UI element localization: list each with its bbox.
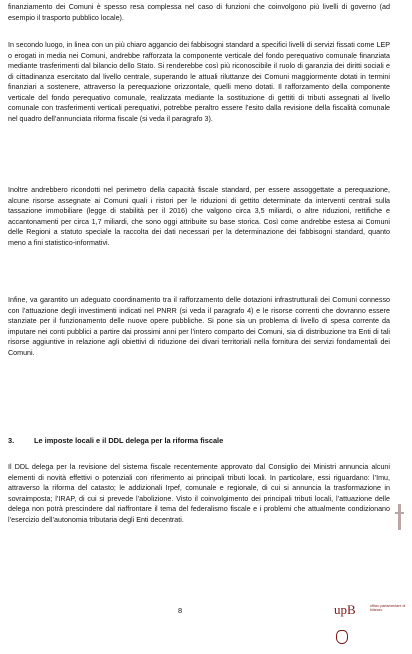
section-title: Le imposte locali e il DDL delega per la riforma fiscale — [34, 436, 224, 445]
paragraph-second-point: In secondo luogo, in linea con un più chiaro aggancio dei fabbisogni standard a specifici livelli di servizi fissati come LEP o erogati in media nei Comuni, andrebbe rafforzata la componente verticale del fondo perequativo comunale finanziata mediante trasferimenti dal bilancio dello Stato. Si renderebbe così più riconoscibile il ruolo di garanzia dei diritti sociali e di cittadinanza esercitato dal livello centrale, superando le attuali riluttanze dei Comuni maggiormente dotati in termini finanziari a sostenere, attraverso la perequazione orizzontale, quelli meno dotati. Il rafforzamento della componente verticale del fondo perequativo comunale, realizzata mediante la sostituzione di gettiti di tributi assegnati al livello comunale con trasferimenti verticali perequativi, potrebbe peraltro essere l’esito dalla revisione della fiscalità comunale nel quadro dell’annunciata riforma fiscale (si veda il paragrafo 3). — [8, 41, 390, 123]
paragraph-pnrr-coordination: Infine, va garantito un adeguato coordinamento tra il rafforzamento delle dotazioni infrastrutturali dei Comuni connesso con l’attuazione degli investimenti indicati nel PNRR (si veda il paragrafo 4) e le risorse correnti che dovranno essere stanziate per il funzionamento delle nuove opere pubbliche. Si pone sia un problema di livello di spesa corrente da imputare nei conti pubblici a partire dai prossimi anni per l’intero comparto dei Comuni, sia di distribuzione tra Enti di tali risorse aggiuntive in relazione agli obiettivi di riduzione dei divari territoriali nella fornitura dei servizi fondamentali dei Comuni. — [8, 296, 390, 357]
seal-icon — [336, 630, 348, 644]
section-number: 3. — [8, 436, 15, 445]
margin-logo-icon — [394, 502, 406, 532]
paragraph-intro-continued: finanziamento dei Comuni è spesso resa complessa nel caso di funzioni che coinvolgono più livelli di governo (ad esempio il trasporto pubblico locale). — [8, 3, 390, 22]
margin-logo — [394, 502, 406, 532]
paragraph-fiscal-capacity: Inoltre andrebbero ricondotti nel perimetro della capacità fiscale standard, per essere assoggettate a perequazione, alcune risorse assegnate ai Comuni quali i ristori per le riduzioni di gettito determinate da interventi centrali sulla tassazione immobiliare (legge di stabilità per il 2016) che valgono circa 3,5 miliardi, o altre riduzioni, rettifiche e accantonamenti per circa 1,7 miliardi, che sono oggi attribuite su base storica. Così come andrebbe estesa ai Comuni delle Regioni a statuto speciale la raccolta dei dati necessari per la determinazione dei fabbisogni standard, quanto meno a fini statistico-informativi. — [8, 186, 390, 247]
paragraph-ddl-delega: Il DDL delega per la revisione del sistema fiscale recentemente approvato dal Consiglio dei Ministri annuncia alcuni elementi di novità effettivi o potenziali con riferimento ai principali tributi locali. In particolare, essi riguardano: l’Imu, attraverso la riforma del catasto; le addizionali Irpef, comunale e regionale, di cui si annuncia la trasformazione in sovraimposta; l’IRAP, di cui si prevede l’abolizione. Visto il coinvolgimento dei principali tributi locali, l’attuazione delle delega non potrà prescindere dal riaffrontare il tema del federalismo fiscale e i problemi che attualmente condizionano l’esercizio dell’autonomia tributaria degli Enti decentrati. — [8, 463, 390, 524]
page-number: 8 — [177, 606, 183, 615]
upb-logo — [334, 600, 408, 626]
logo-text: ufficio parlamentare di bilancio — [370, 604, 406, 613]
section-heading — [8, 436, 390, 446]
logo-mark: upB — [334, 602, 356, 617]
